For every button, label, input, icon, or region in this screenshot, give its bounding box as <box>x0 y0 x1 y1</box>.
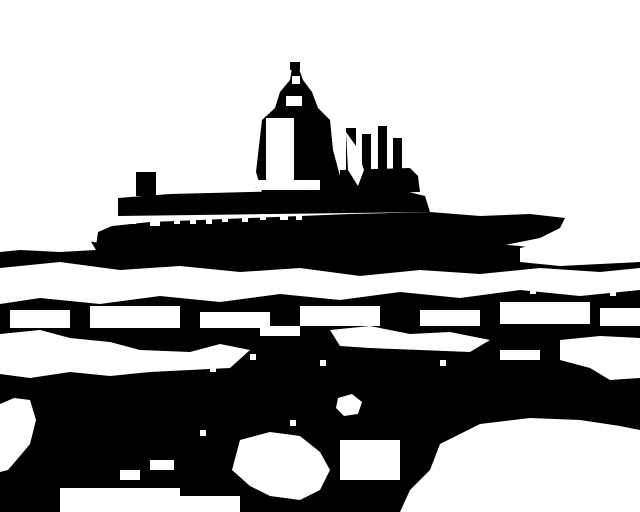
tower-base <box>252 180 320 190</box>
window-2 <box>150 216 160 226</box>
tower-highlight <box>266 118 294 182</box>
window-8 <box>260 214 266 220</box>
window-1 <box>130 216 136 224</box>
ship-mast <box>136 172 156 196</box>
window-3 <box>174 218 180 224</box>
tower-window <box>286 96 302 106</box>
window-5 <box>206 218 212 224</box>
window-9 <box>280 214 288 220</box>
window-6 <box>222 216 228 222</box>
window-4 <box>190 218 196 224</box>
tower-top-window <box>292 76 300 84</box>
window-10 <box>296 214 302 220</box>
sky-dark-flecks <box>290 62 300 70</box>
window-7 <box>242 216 248 222</box>
